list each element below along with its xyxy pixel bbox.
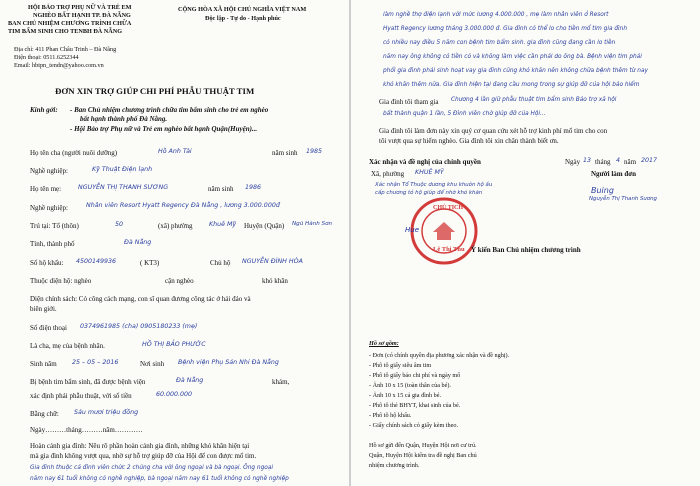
phone-label: Số điện thoại (30, 324, 67, 332)
chairman-signature-mark: Hue (405, 226, 420, 234)
diag-after: khám, (272, 378, 290, 386)
father-value: Hồ Anh Tài (158, 148, 192, 155)
docs-title: Hồ sơ gồm: (369, 340, 399, 347)
diag-hospital: Đà Nẵng (176, 377, 204, 384)
date-year-label: năm (624, 158, 637, 166)
mother-year: 1986 (245, 184, 262, 191)
right-page (351, 0, 700, 486)
father-year: 1985 (306, 148, 323, 155)
father-label: Họ tên cha (người nuôi dưỡng) (30, 149, 118, 157)
applicant-signature: Nguyễn Thị Thanh Sương (589, 196, 657, 202)
target-label: Thuộc diện hộ: nghèo (30, 277, 92, 285)
date-month: 4 (616, 157, 621, 164)
committee-label: Ý kiến Ban Chủ nhiệm chương trình (471, 246, 581, 254)
join-label: Gia đình tôi tham gia (379, 98, 439, 106)
household-head: NGUYỄN ĐÌNH HÒA (242, 258, 303, 265)
doc-item: - Phô tô giấy báo chi phí và ngày mổ (369, 372, 461, 379)
doc-item: - Phô tô thẻ BHYT, khai sinh của bé. (369, 402, 461, 409)
father-job-label: Nghề nghiệp: (30, 167, 68, 175)
republic-title: CỘNG HÒA XÃ HỘI CHỦ NGHĨA VIỆT NAM (178, 6, 307, 13)
circumstance-label: Hoàn cảnh gia đình: Nêu rõ phần hoàn cảnh gia đình, những khó khăn hiện tại (30, 442, 250, 450)
father-job: Kỹ Thuật Điện lạnh (92, 166, 153, 173)
ward-note: Xác nhận Tổ Thuộc dương khu khuôn hộ ấu (375, 182, 493, 188)
household-no: 4500149936 (76, 258, 117, 265)
district-label: Huyện (Quận) (244, 222, 285, 230)
applicant-label: Người làm đơn (591, 170, 637, 178)
hand-line: Hyatt Regency lương tháng 3.000.000 đ. Gia đình có thể lo cho tiền mổ tim gia đình (383, 26, 627, 32)
father-year-label: năm sinh (272, 149, 298, 157)
cost-label: xác định phải phẫu thuật, với số tiền (30, 392, 132, 400)
doc-item: - Giấy chính sách có giấy kèm theo. (369, 422, 459, 429)
doc-item: - Ảnh 10 x 15 (toàn thân của bé). (369, 382, 451, 389)
address-group: 50 (115, 221, 124, 228)
mother-job: Nhân viên Resort Hyatt Regency Đà Nẵng , lương 3.000.000đ (86, 202, 280, 209)
target-end: khó khăn (262, 277, 288, 285)
footer-note: Quận, Huyện Hội kiểm tra đề nghị Ban chủ (369, 452, 477, 459)
confirm-label: Xác nhận và đề nghị của chính quyền (369, 158, 481, 166)
doc-item: - Đơn (có chính quyền địa phương xác nhận và đề nghị). (369, 352, 510, 359)
hand-line: làm nghề thợ điện lạnh với mức lương 4.000.000 , mẹ làm nhân viên ở Resort (383, 12, 609, 18)
cost-words: Sáu mươi triệu đồng (74, 409, 139, 416)
hand-line: năm nay ông không có tiền có và không làm việc cần phải do ông bà. Bệnh viện tim phải (383, 54, 642, 60)
footer-note: nhiệm chương trình. (369, 462, 420, 469)
org-line: HỘI BẢO TRỢ PHỤ NỮ VÀ TRẺ EM (28, 4, 132, 11)
mother-year-label: năm sinh (208, 185, 234, 193)
household-head-label: Chủ hộ (210, 259, 231, 267)
doc-item: - Ảnh 10 x 15 cả gia đình bé. (369, 392, 441, 399)
dob-label: Sinh năm (30, 360, 57, 368)
ward-value: KHUÊ MỸ (415, 169, 444, 176)
ward-label: Xã, phường (371, 170, 405, 178)
signer-name: Lê Thị Thu (433, 246, 465, 253)
doc-item: - Phô tô giấy siêu âm tim (369, 362, 432, 369)
born-place: Bệnh viện Phụ Sản Nhi Đà Nẵng (178, 359, 279, 366)
child-name: HỒ THỊ BẢO PHƯỚC (142, 341, 206, 348)
child-label: Là cha, mẹ của bệnh nhân. (30, 342, 105, 350)
household-label: Số hộ khẩu: (30, 259, 64, 267)
ward-value: Khuê Mỹ (209, 221, 237, 228)
policy-text: Diện chính sách: Có công cách mạng, con sĩ quan đương công tác ở hải đảo và (30, 295, 251, 303)
doc-item: - Phô tô hộ khẩu. (369, 412, 412, 419)
recipient-line: bất hạnh thành phố Đà Nẵng. (80, 115, 168, 123)
hand-line: khó khăn thêm nữa. Gia đình hiện tại đang cầu mong trong sự giúp đỡ của hội bảo hiểm (383, 82, 640, 88)
date-day: 13 (583, 157, 592, 164)
circumstance-hand: năm nay 61 tuổi không có nghề nghiệp, bà ngoại năm nay 61 tuổi không có nghề nghiệp (30, 476, 289, 482)
province-label: Tỉnh, thành phố (30, 240, 75, 248)
target-mid: cận nghèo (165, 277, 194, 285)
hand-line: phổi gia đình phải sinh hoạt vay gia đình cũng khó khăn nên không chữa bệnh thêm từ nay (383, 68, 648, 74)
date-line: Ngày………tháng………năm………… (30, 426, 143, 434)
policy-text: biên giới. (30, 305, 57, 313)
org-line: BAN CHỦ NHIỆM CHƯƠNG TRÌNH CHỮA (8, 20, 132, 27)
motto: Độc lập - Tự do - Hạnh phúc (205, 15, 281, 22)
diag-label: Bị bệnh tim bẩm sinh, đã được bệnh viện (30, 378, 146, 386)
left-page (0, 0, 349, 486)
pledge: Gia đình tôi làm đơn này xin quý cơ quan cứu xét hỗ trợ kinh phí mổ tim cho con (379, 127, 608, 135)
form-title: ĐƠN XIN TRỢ GIÚP CHI PHÍ PHẪU THUẬT TIM (55, 86, 255, 96)
footer-note: Hồ sơ gửi đến Quận, Huyện Hội nơi cư trú. (369, 442, 477, 449)
mother-job-label: Nghề nghiệp: (30, 204, 68, 212)
org-line: TIM BẨM SINH CHO TENBH ĐÀ NẴNG (8, 28, 123, 35)
pledge: tôi vượt qua sự hiểm nghèo. Gia đình tôi xin chân thành biết ơn. (379, 137, 559, 145)
district-value: Ngũ Hành Sơn (292, 221, 333, 227)
circumstance-hand: Gia đình thuộc cả đình viên chức 2 chúng cha với ông ngoại và bà ngoại. Ông ngoại (30, 465, 273, 471)
phone-value: 0374961985 (cha) 0905180233 (mẹ) (80, 323, 198, 330)
cost-value: 60.000.000 (156, 391, 193, 398)
ward-note: cấp chương tỏ hộ giúp để nhờ khó khăn (375, 190, 483, 196)
org-email: Email: hbtpn_tendn@yahoo.com.vn (14, 62, 104, 69)
org-phone: Điện thoại: 0511.6252344 (14, 54, 79, 61)
recipient-line: - Hội Bảo trợ Phụ nữ và Trẻ em nghèo bất hạnh Quận(Huyện)... (70, 125, 258, 133)
date-day-label: Ngày (565, 158, 581, 166)
join-hand: Chương 4 lần giữ phẫu thuật tim bẩm sinh Bảo trợ xã hội (451, 97, 617, 103)
org-address: Địa chỉ: 411 Phan Châu Trinh – Đà Nẵng (14, 46, 117, 53)
recipient-line: - Ban Chủ nhiệm chương trình chữa tim bẩm sinh cho trẻ em nghèo (70, 106, 269, 114)
circumstance-label: mà gia đình không vượt qua, nhờ sự hỗ trợ giúp đỡ của Hội để con được mổ tim. (30, 452, 257, 460)
date-month-label: tháng (595, 158, 611, 166)
greeting: Kính gởi: (30, 106, 58, 114)
born-label: Nơi sinh (140, 360, 165, 368)
mother-value: NGUYỄN THỊ THANH SƯƠNG (78, 184, 169, 191)
applicant-signature-mark: Buing (591, 186, 614, 195)
hand-line: có nhiều nay điều 5 năm con bệnh tim bẩm sinh. gia đình cũng đang cần lo tiền (383, 40, 616, 46)
chairman-title: CHỦ TỊCH (433, 205, 464, 211)
org-line: NGHÈO BẤT HẠNH TP. ĐÀ NẴNG (33, 12, 131, 19)
date-year: 2017 (641, 157, 658, 164)
mother-label: Họ tên mẹ: (30, 185, 62, 193)
cost-words-label: Bằng chữ: (30, 410, 59, 418)
dob-value: 25 – 05 – 2016 (72, 359, 119, 366)
join-hand: bất thành quận 1 lần, 5 Đình viên chờ giúp đỡ của Hội... (383, 111, 546, 117)
kt3-label: ( KT3) (140, 259, 160, 267)
province-value: Đà Nẵng (124, 239, 152, 246)
ward-label: (xã) phường (158, 222, 193, 230)
address-label: Trú tại: Tổ (thôn) (30, 222, 79, 230)
